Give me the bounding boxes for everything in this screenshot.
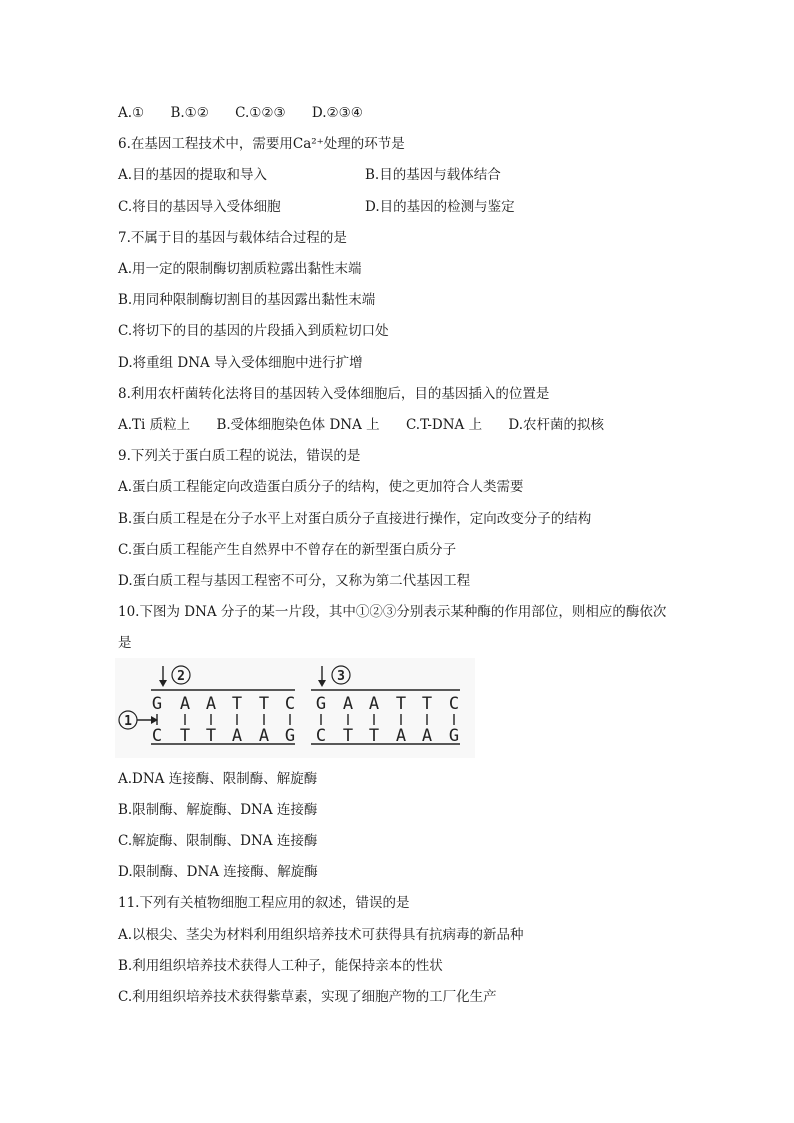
q8-option-b: B.受体细胞染色体 DNA 上	[216, 417, 380, 433]
q9-stem: 9.下列关于蛋白质工程的说法，错误的是	[118, 448, 361, 464]
q10-option-d: D.限制酶、DNA 连接酶、解旋酶	[118, 864, 318, 880]
bottom-strand-base: C	[315, 726, 327, 746]
top-strand-base: G	[151, 694, 163, 714]
q11-option-a: A.以根尖、茎尖为材料利用组织培养技术可获得具有抗病毒的新品种	[118, 927, 524, 943]
top-strand-base: C	[448, 694, 460, 714]
q6-option-c: C.将目的基因导入受体细胞	[118, 199, 281, 215]
q10-stem-line2: 是	[118, 635, 132, 651]
bottom-strand-base: A	[231, 726, 243, 746]
q5-option-a: A.①	[118, 105, 145, 121]
bottom-strand-base: G	[448, 726, 460, 746]
bottom-strand-base: A	[258, 726, 270, 746]
q9-option-b: B.蛋白质工程是在分子水平上对蛋白质分子直接进行操作，定向改变分子的结构	[118, 511, 592, 527]
marker-2-label: 2	[177, 669, 185, 684]
marker-1-label: 1	[124, 714, 132, 729]
bottom-strand-base: A	[421, 726, 433, 746]
q5-options-row	[118, 104, 385, 122]
q10-option-c: C.解旋酶、限制酶、DNA 连接酶	[118, 833, 318, 849]
q6-stem: 6.在基因工程技术中，需要用Ca²⁺处理的环节是	[118, 136, 405, 152]
q10-option-b: B.限制酶、解旋酶、DNA 连接酶	[118, 802, 318, 818]
q10-stem-line1: 10.下图为 DNA 分子的某一片段，其中①②③分别表示某种酶的作用部位，则相应的酶依次	[118, 604, 667, 620]
top-strand-base: T	[258, 694, 270, 714]
q8-option-c: C.T-DNA 上	[405, 417, 483, 433]
top-strand-base: T	[421, 694, 433, 714]
q11-option-c: C.利用组织培养技术获得紫草素，实现了细胞产物的工厂化生产	[118, 989, 497, 1005]
dna-diagram	[115, 658, 475, 758]
q9-option-a: A.蛋白质工程能定向改造蛋白质分子的结构，使之更加符合人类需要	[118, 479, 524, 495]
top-strand-base: A	[205, 694, 217, 714]
bottom-strand-base: A	[395, 726, 407, 746]
q10-option-a: A.DNA 连接酶、限制酶、解旋酶	[118, 771, 318, 787]
q6-option-b: B.目的基因与载体结合	[365, 167, 501, 183]
bottom-strand-base: C	[151, 726, 163, 746]
q7-option-d: D.将重组 DNA 导入受体细胞中进行扩增	[118, 355, 363, 371]
marker-3-label: 3	[337, 669, 345, 684]
q6-option-d: D.目的基因的检测与鉴定	[365, 199, 515, 215]
q8-options-row	[118, 416, 626, 434]
bottom-strand-base: G	[284, 726, 296, 746]
q8-option-d: D.农杆菌的拟核	[508, 417, 605, 433]
top-strand-base: G	[315, 694, 327, 714]
q7-option-a: A.用一定的限制酶切割质粒露出黏性末端	[118, 261, 362, 277]
bottom-strand-base: T	[342, 726, 354, 746]
q5-option-d: D.②③④	[311, 105, 363, 121]
q8-option-a: A.Ti 质粒上	[118, 417, 191, 433]
q5-option-c: C.①②③	[235, 105, 286, 121]
q7-option-b: B.用同种限制酶切割目的基因露出黏性末端	[118, 292, 376, 308]
q5-option-b: B.①②	[170, 105, 209, 121]
q11-stem: 11.下列有关植物细胞工程应用的叙述，错误的是	[118, 895, 410, 911]
dna-fragment-figure	[115, 658, 475, 758]
top-strand-base: A	[368, 694, 380, 714]
top-strand-base: C	[284, 694, 296, 714]
q7-stem: 7.不属于目的基因与载体结合过程的是	[118, 230, 347, 246]
top-strand-base: T	[231, 694, 243, 714]
top-strand-base: A	[342, 694, 354, 714]
bottom-strand-base: T	[368, 726, 380, 746]
q8-stem: 8.利用农杆菌转化法将目的基因转入受体细胞后，目的基因插入的位置是	[118, 386, 550, 402]
top-strand-base: T	[395, 694, 407, 714]
q6-option-a: A.目的基因的提取和导入	[118, 167, 268, 183]
top-strand-base: A	[179, 694, 191, 714]
q7-option-c: C.将切下的目的基因的片段插入到质粒切口处	[118, 323, 389, 339]
q11-option-b: B.利用组织培养技术获得人工种子，能保持亲本的性状	[118, 958, 443, 974]
bottom-strand-base: T	[179, 726, 191, 746]
q9-option-d: D.蛋白质工程与基因工程密不可分，又称为第二代基因工程	[118, 573, 471, 589]
q9-option-c: C.蛋白质工程能产生自然界中不曾存在的新型蛋白质分子	[118, 542, 457, 558]
bottom-strand-base: T	[205, 726, 217, 746]
